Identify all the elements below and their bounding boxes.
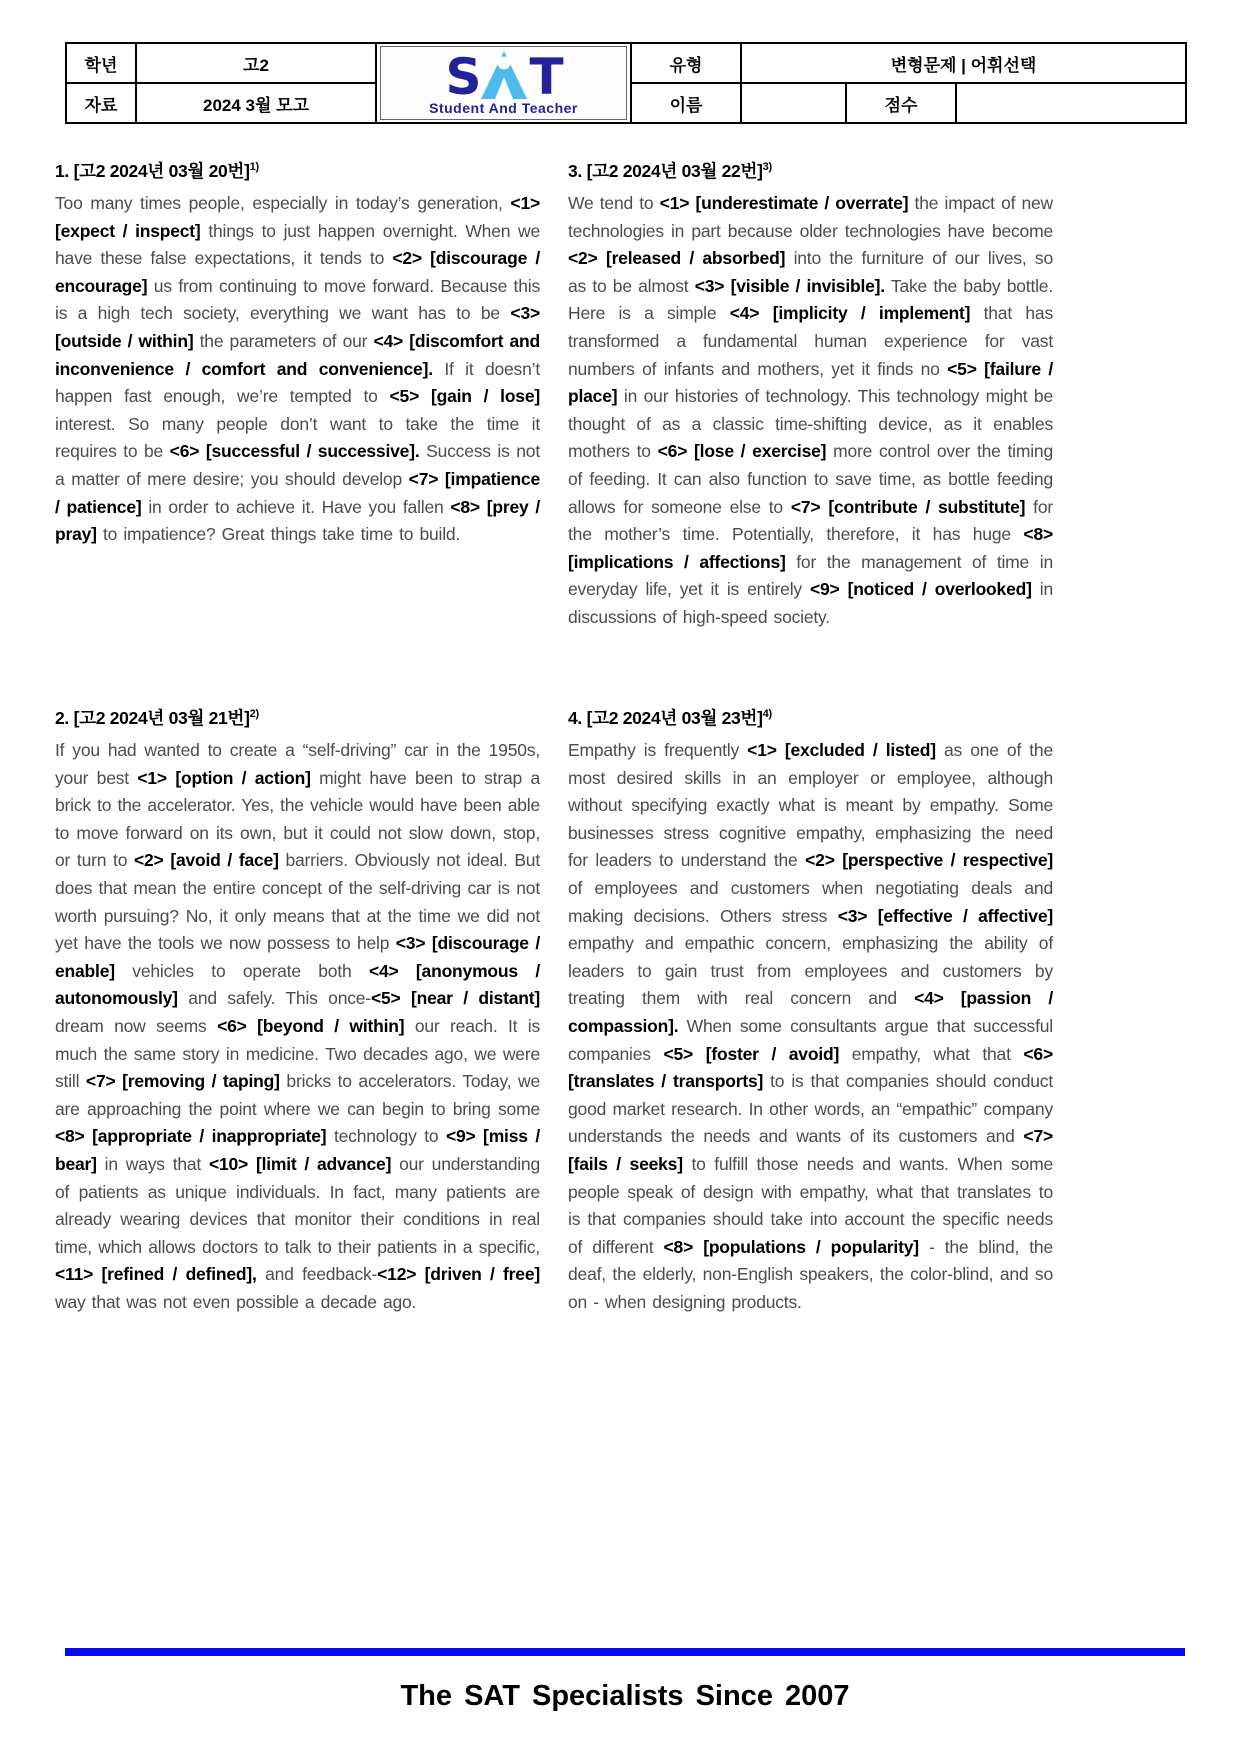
- passage-text: in ways that: [96, 1153, 209, 1174]
- passage-2-title: [55, 705, 540, 730]
- passage-3-title: [568, 158, 1053, 183]
- word-choice: <7> [impatience / patience]: [55, 468, 540, 517]
- word-choice: <8> [prey / pray]: [55, 496, 540, 545]
- passage-text: dream now seems: [55, 1015, 218, 1036]
- passage-number: 2.: [55, 708, 69, 728]
- passage-1: [55, 158, 540, 705]
- passage-2-body: [55, 737, 540, 1316]
- passage-text: for the mother’s time. Potentially, therefore, it has huge: [568, 496, 1053, 545]
- passage-4: [568, 705, 1053, 1316]
- word-choice: <6> [beyond / within]: [217, 1015, 405, 1036]
- word-choice: <7> [contribute / substitute]: [790, 496, 1026, 517]
- passage-source: [고2 2024년 03월 21번]: [73, 708, 250, 728]
- sat-logo-subtitle: Student And Teacher: [429, 99, 578, 116]
- word-choice: <5> [foster / avoid]: [663, 1043, 840, 1064]
- passage-text: us from continuing to move forward. Because this is a high tech society, everything we want has to be: [55, 275, 540, 324]
- word-choice: <8> [implications / affections]: [568, 524, 1053, 572]
- word-choice: <6> [lose / exercise]: [657, 441, 827, 462]
- passage-number: 3.: [568, 161, 582, 181]
- passage-source: [고2 2024년 03월 23번]: [586, 708, 763, 728]
- word-choice: <7> [fails / seeks]: [568, 1126, 1053, 1174]
- passage-text: for the management of time in everyday life, yet it is entirely: [568, 551, 1053, 600]
- word-choice: <9> [miss / bear]: [55, 1126, 540, 1174]
- passage-text: in our histories of technology. This technology might be thought of as a classic time-shifting device, as it enables mothers to: [568, 386, 1053, 462]
- word-choice: <2> [discourage / encourage]: [55, 248, 540, 296]
- word-choice: <2> [avoid / face]: [134, 850, 279, 871]
- footnote-marker: 3): [762, 161, 772, 174]
- passage-text: empathy, what that: [839, 1043, 1024, 1064]
- score-label-cell: 점수: [846, 83, 956, 123]
- passage-text: technology to: [326, 1126, 446, 1147]
- score-value-cell: [956, 83, 1186, 123]
- passage-text: and feedback-: [256, 1264, 378, 1285]
- passage-text: to is that companies should conduct good market research. In other words, an “empathic” company understands the needs and wants of its customers and: [568, 1071, 1054, 1147]
- sat-logo: [380, 46, 627, 120]
- passage-number: 4.: [568, 708, 582, 728]
- passage-text: Success is not a matter of mere desire; you should develop: [55, 441, 540, 489]
- passage-text: vehicles to operate both: [114, 960, 369, 981]
- word-choice: <1> [expect / inspect]: [55, 193, 540, 241]
- footnote-marker: 4): [762, 708, 772, 721]
- passage-text: our understanding of patients as unique individuals. In fact, many patients are already wearing devices that monitor their conditions in real time, which allows doctors to talk to their patients in a specific,: [55, 1153, 540, 1257]
- word-choice: <9> [noticed / overlooked]: [809, 579, 1032, 600]
- grade-value-cell: 고2: [136, 43, 376, 83]
- material-value-cell: 2024 3월 모고: [136, 83, 376, 123]
- passage-source: [고2 2024년 03월 22번]: [586, 161, 763, 181]
- passage-text: the parameters of our: [193, 330, 374, 351]
- word-choice: <3> [discourage / enable]: [55, 933, 540, 981]
- word-choice: <3> [effective / affective]: [837, 905, 1053, 926]
- passage-text: more control over the timing of feeding. It can also function to save time, as bottle feeding allows for someone else to: [568, 441, 1053, 517]
- passage-3: [568, 158, 1053, 705]
- word-choice: <2> [perspective / respective]: [805, 850, 1054, 871]
- footnote-marker: 2): [249, 708, 259, 721]
- word-choice: <3> [visible / invisible].: [694, 275, 885, 296]
- word-choice: <12> [driven / free]: [377, 1264, 540, 1285]
- material-label-cell: 자료: [66, 83, 136, 123]
- passage-text: interest. So many people don’t want to take the time it requires to be: [55, 413, 540, 462]
- word-choice: <1> [excluded / listed]: [747, 740, 936, 760]
- passage-1-title: [55, 158, 540, 183]
- passage-text: Empathy is frequently: [568, 740, 748, 760]
- word-choice: <3> [outside / within]: [55, 303, 540, 351]
- type-label-cell: 유형: [631, 43, 741, 83]
- logo-cell: [376, 43, 631, 123]
- passage-text: If you had wanted to create a “self-driving” car in the 1950s, your best: [55, 740, 540, 788]
- passage-text: barriers. Obviously not ideal. But does that mean the entire concept of the self-driving car is not worth pursuing? No, it only means that at the time we did not yet have the tools we now possess to help: [55, 850, 540, 954]
- sat-logo-a-icon: [481, 51, 527, 99]
- word-choice: <4> [implicity / implement]: [729, 303, 971, 324]
- word-choice: <10> [limit / advance]: [208, 1153, 392, 1174]
- word-choice: <11> [refined / defined],: [55, 1264, 257, 1285]
- passage-text: - the blind, the deaf, the elderly, non-English speakers, the color-blind, and so on - when designing products.: [568, 1236, 1053, 1312]
- word-choice: <1> [option / action]: [137, 767, 311, 788]
- word-choice: <6> [translates / transports]: [568, 1043, 1053, 1092]
- passage-text: Take the baby bottle. Here is a simple: [568, 275, 1054, 324]
- left-column: [55, 158, 540, 1316]
- passage-text: our reach. It is much the same story in medicine. Two decades ago, we were still: [55, 1015, 541, 1092]
- passage-text: things to just happen overnight. When we have these false expectations, it tends to: [55, 220, 541, 269]
- word-choice: <5> [gain / lose]: [389, 386, 540, 407]
- passage-text: in order to achieve it. Have you fallen: [141, 496, 451, 517]
- word-choice: <8> [appropriate / inappropriate]: [55, 1126, 327, 1147]
- passage-number: 1.: [55, 161, 69, 181]
- passage-text: as one of the most desired skills in an employer or employee, although without specifying exactly what is meant by empathy. Some businesses stress cognitive empathy, emphasizing the need for leaders to understand the: [568, 740, 1053, 871]
- passage-text: to impatience? Great things take time to build.: [96, 524, 461, 545]
- passage-4-title: [568, 705, 1053, 730]
- word-choice: <7> [removing / taping]: [85, 1071, 280, 1092]
- footer-divider-line: [65, 1648, 1185, 1656]
- passage-2: [55, 705, 540, 1316]
- passage-text: and safely. This once-: [177, 988, 371, 1009]
- word-choice: <4> [anonymous / autonomously]: [55, 960, 541, 1009]
- passage-3-body: [568, 190, 1053, 632]
- footnote-marker: 1): [249, 161, 259, 174]
- passage-columns: [55, 158, 1053, 1316]
- word-choice: <5> [failure / place]: [568, 358, 1054, 407]
- passage-text: in discussions of high-speed society.: [568, 579, 1053, 627]
- word-choice: <5> [near / distant]: [370, 988, 540, 1009]
- name-label-cell: 이름: [631, 83, 741, 123]
- word-choice: <8> [populations / popularity]: [663, 1236, 919, 1257]
- header-table: [65, 42, 1187, 124]
- word-choice: <6> [successful / successive].: [169, 441, 420, 462]
- passage-text: empathy and empathic concern, emphasizing the ability of leaders to gain trust from employees and customers by treating them with real concern and: [568, 933, 1053, 1009]
- passage-text: that has transformed a fundamental human experience for vast numbers of infants and mothers, yet it finds no: [568, 303, 1053, 379]
- passage-text: to fulfill those needs and wants. When some people speak of design with empathy, what that translates to is that companies should take into account the specific needs of different: [568, 1153, 1053, 1257]
- passage-text: into the furniture of our lives, so as to be almost: [568, 248, 1053, 296]
- word-choice: <2> [released / absorbed]: [568, 248, 786, 269]
- sat-logo-letters: [445, 47, 562, 106]
- footer-tagline: The SAT Specialists Since 2007: [400, 1680, 850, 1712]
- word-choice: <1> [underestimate / overrate]: [659, 193, 909, 213]
- passage-text: We tend to: [568, 193, 660, 213]
- sat-logo-letter-s: S: [445, 47, 480, 106]
- word-choice: <4> [discomfort and inconvenience / comfort and convenience].: [55, 330, 540, 379]
- sat-logo-letter-t: T: [529, 47, 562, 106]
- type-value-cell: 변형문제 | 어휘선택: [741, 43, 1186, 83]
- passage-text: If it doesn’t happen fast enough, we’re tempted to: [55, 358, 540, 407]
- passage-4-body: [568, 737, 1053, 1316]
- passage-text: of employees and customers when negotiating deals and making decisions. Others stress: [568, 877, 1053, 926]
- passage-text: When some consultants argue that successful companies: [568, 1015, 1053, 1064]
- page-footer: [65, 1648, 1185, 1713]
- passage-text: might have been to strap a brick to the accelerator. Yes, the vehicle would have been able to move forward on its own, but it could not slow down, stop, or turn to: [55, 767, 540, 871]
- passage-text: Too many times people, especially in today’s generation,: [55, 193, 511, 213]
- passage-text: the impact of new technologies in part because older technologies have become: [568, 193, 1053, 241]
- word-choice: <4> [passion / compassion].: [568, 988, 1053, 1036]
- grade-label-cell: 학년: [66, 43, 136, 83]
- passage-text: way that was not even possible a decade ago.: [55, 1291, 417, 1312]
- name-value-cell: [741, 83, 846, 123]
- passage-1-body: [55, 190, 540, 549]
- passage-text: bricks to accelerators. Today, we are approaching the point where we can begin to bring some: [55, 1071, 540, 1119]
- right-column: [568, 158, 1053, 1316]
- passage-source: [고2 2024년 03월 20번]: [73, 161, 250, 181]
